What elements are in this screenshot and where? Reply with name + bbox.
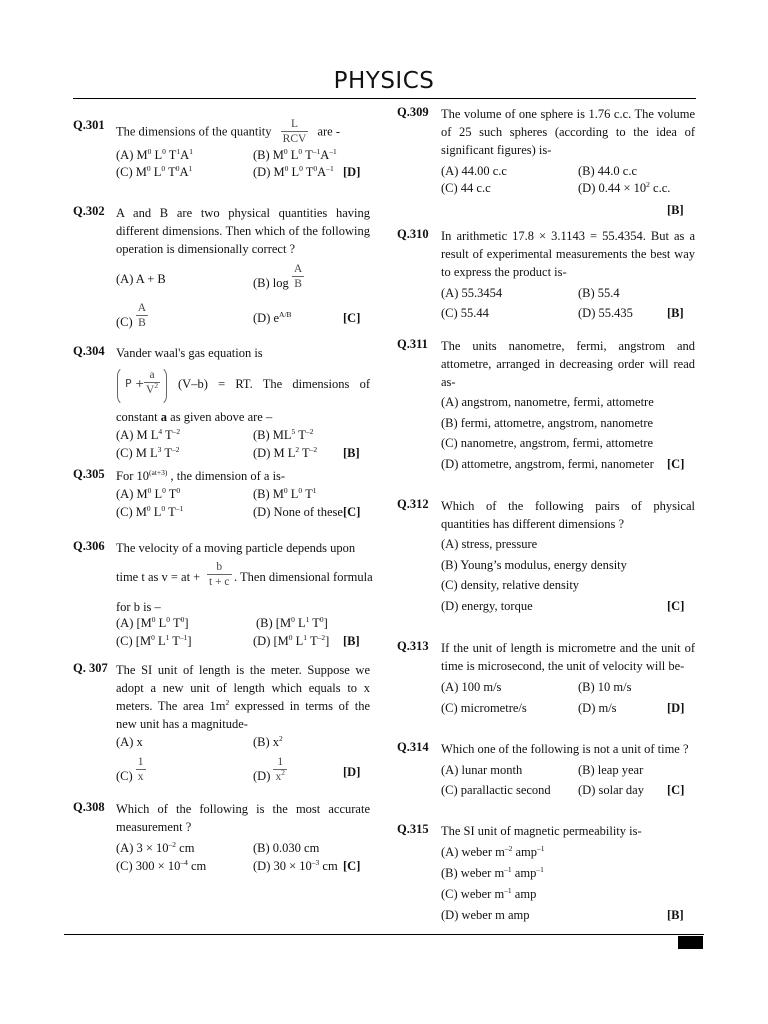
question-number: Q.313 <box>397 639 429 653</box>
option-b[interactable]: (B) 10 m/s <box>578 680 632 694</box>
option-b[interactable]: (B) $M^0$ $L^0$ $T^1$ <box>253 486 317 501</box>
question-number: Q.308 <box>73 800 105 814</box>
fraction: $\frac{b}{t + c}$ <box>209 561 230 588</box>
question-text: The volume of one sphere is 1.76 c.c. The volume of 25 such spheres (according to the idea of significant figures) is- <box>441 107 695 157</box>
option-a[interactable]: (A) $M^0$ $L^0$ $T^1A^1$ <box>116 147 193 162</box>
option-d[interactable]: (D) solar day <box>578 783 644 797</box>
option-c[interactable]: (C) micrometre/s <box>441 701 527 715</box>
option-c[interactable]: (C) $300 \times 10^{-4}$ cm <box>116 858 207 873</box>
option-c[interactable]: (C) $M^0$ $L^0$ $T^0A^1$ <box>116 164 193 179</box>
question-text: In arithmetic 17.8 × 3.1143 = 55.4354. But as a result of experimental measurements the best way to express the product is- <box>441 229 695 279</box>
question-number: Q.302 <box>73 204 105 218</box>
option-b[interactable]: (B) $ML^5$ $T^{-2}$ <box>253 427 314 442</box>
question-text: Which of the following is the most accurate measurement ? <box>116 802 370 834</box>
option-a[interactable]: (A) $3 \times 10^{-2}$ cm <box>116 840 195 855</box>
question-text: The SI unit of magnetic permeability is- <box>441 824 642 838</box>
fraction: $\frac{L}{\text{RCV}}$ <box>282 118 307 145</box>
option-d[interactable]: (D) [$M^0$ $L^1$ $T^{-2}$] <box>253 633 330 648</box>
question-310 <box>397 227 697 327</box>
question-text: The dimensions of the quantity <box>116 124 272 139</box>
question-text: Which of the following pairs of physical quantities has different dimensions ? <box>441 499 695 531</box>
question-302 <box>73 204 373 339</box>
question-number: Q.314 <box>397 740 429 754</box>
option-c[interactable]: (C) weber $m^{-1}$ amp <box>441 886 537 901</box>
option-b[interactable]: (B) fermi, attometre, angstrom, nanometre <box>441 416 654 430</box>
answer-key: [B] <box>667 908 684 922</box>
question-text-line: . Then dimensional formula <box>234 570 373 584</box>
option-a[interactable]: (A) 44.00 c.c <box>441 164 507 178</box>
question-number: Q.305 <box>73 467 105 481</box>
question-312 <box>397 497 697 622</box>
question-number: Q.301 <box>73 118 105 132</box>
option-b[interactable]: (B) weber $m^{-1}$ amp$^{-1}$ <box>441 865 544 880</box>
equation-term: P + <box>125 377 145 390</box>
option-d[interactable]: (D) 55.435 <box>578 306 633 320</box>
option-b[interactable]: (B) 55.4 <box>578 286 620 300</box>
option-c[interactable]: (C) 44 c.c <box>441 181 491 195</box>
option-c[interactable]: (C) [$M^0$ $L^1$ $T^{-1}$] <box>116 633 192 648</box>
option-d[interactable]: (D) $\frac{1}{x^2}$ <box>253 756 285 784</box>
question-text-tail: are - <box>317 124 340 139</box>
option-b[interactable]: (B) [$M^0$ $L^1$ $T^0$] <box>256 615 328 630</box>
question-304 <box>73 344 373 464</box>
option-a[interactable]: (A) 55.3454 <box>441 286 503 300</box>
option-b[interactable]: (B) 0.030 cm <box>253 841 320 855</box>
question-number: Q.311 <box>397 337 428 351</box>
option-b[interactable]: (B) Young’s modulus, energy density <box>441 558 627 572</box>
option-b[interactable]: (B) leap year <box>578 763 644 777</box>
option-d[interactable]: (D) $30 \times 10^{-3}$ cm <box>253 858 338 873</box>
option-a[interactable]: (A) lunar month <box>441 763 523 777</box>
question-text: Which one of the following is not a unit of time ? <box>441 742 689 756</box>
option-b[interactable]: (B) $x^2$ <box>253 734 283 749</box>
answer-key: [B] <box>667 306 684 320</box>
question-number: Q.315 <box>397 822 429 836</box>
option-d[interactable]: (D) attometre, angstrom, fermi, nanometer <box>441 457 654 471</box>
option-d[interactable]: (D) m/s <box>578 701 617 715</box>
question-301 <box>73 107 373 187</box>
answer-key: [D] <box>667 701 685 715</box>
question-315 <box>397 822 697 927</box>
question-number: Q. 307 <box>73 661 108 675</box>
question-text: The SI unit of length is the meter. Suppose we adopt a new unit of length which equals to x meters. The area $1m^2$ expressed in terms of the new unit has a magnitude- <box>116 663 370 731</box>
question-306 <box>73 539 373 654</box>
question-text-line: constant a as given above are – <box>116 410 273 424</box>
question-307 <box>73 661 373 791</box>
answer-key: [D] <box>343 765 361 779</box>
question-309 <box>397 105 697 220</box>
option-d[interactable]: (D) $M^0$ $L^0$ $T^0A^{-1}$ <box>253 164 334 179</box>
option-a[interactable]: (A) x <box>116 735 143 749</box>
option-c[interactable]: (C) density, relative density <box>441 578 580 592</box>
answer-key: [C] <box>343 859 361 873</box>
question-313 <box>397 639 697 724</box>
answer-key: [D] <box>343 165 361 179</box>
question-text-line: for b is – <box>116 600 161 614</box>
option-c[interactable]: (C) nanometre, angstrom, fermi, attometre <box>441 436 654 450</box>
fraction: $\frac{a}{V^2}$ <box>146 369 159 396</box>
option-a[interactable]: (A) M $L^4$ $T^{-2}$ <box>116 427 181 442</box>
option-d[interactable]: (D) energy, torque <box>441 599 533 613</box>
option-d[interactable]: (D) None of these <box>253 505 343 519</box>
option-d[interactable]: (D) weber m amp <box>441 908 530 922</box>
question-number: Q.310 <box>397 227 429 241</box>
option-a[interactable]: (A) weber $m^{-2}$ amp$^{-1}$ <box>441 844 545 859</box>
page-title: PHYSICS <box>333 68 435 94</box>
question-number: Q.312 <box>397 497 429 511</box>
equation-text: (V–b) = RT. The dimensions of <box>178 377 370 391</box>
answer-key: [C] <box>667 783 685 797</box>
option-a[interactable]: (A) stress, pressure <box>441 537 538 551</box>
option-b[interactable]: (B) $M^0$ $L^0$ $T^{-1}A^{-1}$ <box>253 147 337 162</box>
question-308 <box>73 800 373 880</box>
option-d[interactable]: (D) $0.44 \times 10^2$ c.c. <box>578 180 671 195</box>
question-text: For $10^{(at+3)}$ , the dimension of a is- <box>116 468 286 483</box>
option-b[interactable]: (B) log $\frac{A}{B}$ <box>253 263 303 291</box>
answer-key: [C] <box>667 599 685 613</box>
footer-rule <box>64 934 704 935</box>
question-311 <box>397 337 697 477</box>
question-text: If the unit of length is micrometre and the unit of time is microsecond, the unit of velocity will be- <box>441 641 695 673</box>
question-314 <box>397 740 697 805</box>
page-marker <box>678 936 703 949</box>
question-text-line: time t as v = at + <box>116 570 201 584</box>
answer-key: [B] <box>343 634 360 648</box>
option-c[interactable]: (C) $\frac{1}{x}$ <box>116 756 144 784</box>
option-c[interactable]: (C) $\frac{A}{B}$ <box>116 302 147 330</box>
option-d[interactable]: (D) $e^{A/B}$ <box>253 310 292 325</box>
question-305 <box>73 467 373 527</box>
option-c[interactable]: (C) M $L^3$ $T^{-2}$ <box>116 445 180 460</box>
option-a[interactable]: (A) angstrom, nanometre, fermi, attometre <box>441 395 654 409</box>
question-text: The units nanometre, fermi, angstrom and attometre, arranged in decreasing order will read as- <box>441 339 695 389</box>
option-a[interactable]: (A) [$M^0$ $L^0$ $T^0$] <box>116 615 189 630</box>
option-b[interactable]: (B) 44.0 c.c <box>578 164 638 178</box>
option-d[interactable]: (D) M $L^2$ $T^{-2}$ <box>253 445 318 460</box>
answer-key: [C] <box>667 457 685 471</box>
question-text: The velocity of a moving particle depends upon <box>116 541 356 555</box>
answer-key: [B] <box>343 446 360 460</box>
answer-key: [B] <box>667 203 684 217</box>
question-text: A and B are two physical quantities having different dimensions. Then which of the following operation is dimensionally correct ? <box>116 206 370 256</box>
option-c[interactable]: (C) $M^0$ $L^0$ $T^{-1}$ <box>116 504 184 519</box>
option-a[interactable]: (A) 100 m/s <box>441 680 502 694</box>
option-c[interactable]: (C) parallactic second <box>441 783 551 797</box>
question-number: Q.304 <box>73 344 105 358</box>
option-a[interactable]: (A) A + B <box>116 272 166 286</box>
answer-key: [C] <box>343 311 361 325</box>
question-number: Q.306 <box>73 539 105 553</box>
question-text: Vander waal's gas equation is <box>116 346 263 360</box>
question-number: Q.309 <box>397 105 429 119</box>
answer-key: [C] <box>343 505 361 519</box>
header-rule <box>73 98 696 99</box>
option-a[interactable]: (A) $M^0$ $L^0$ $T^0$ <box>116 486 181 501</box>
option-c[interactable]: (C) 55.44 <box>441 306 489 320</box>
